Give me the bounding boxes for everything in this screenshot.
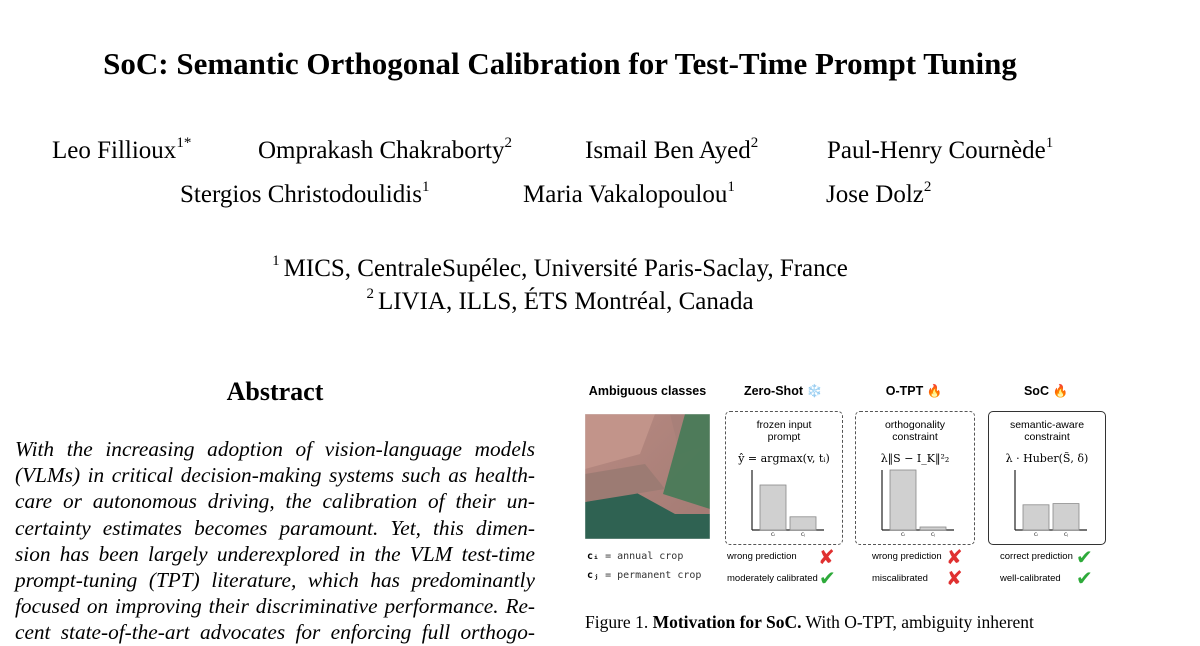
abstract-line: care or autonomous driving, the calibration of their un-	[15, 489, 535, 514]
abstract-body	[15, 436, 535, 646]
calibration-label: moderately calibrated	[727, 573, 818, 584]
panel-soc	[988, 411, 1106, 545]
bar	[1023, 505, 1049, 530]
panel-label: semantic-aware constraint	[1009, 419, 1085, 443]
prediction-label: wrong prediction	[727, 551, 797, 562]
calibration-label: miscalibrated	[872, 573, 928, 584]
author: Omprakash Chakraborty$^2$	[258, 135, 512, 164]
author: Jose Dolz$^2$	[826, 179, 932, 208]
figure-column-header: O-TPT 🔥	[885, 384, 943, 398]
panel-label: frozen input prompt	[756, 419, 812, 443]
bar-label: cⱼ	[930, 531, 936, 538]
bar-chart	[856, 412, 974, 544]
bar-chart	[726, 412, 842, 544]
affiliation: $^1$ MICS, CentraleSupélec, Université Paris-Saclay, France	[272, 253, 848, 282]
panel-o-tpt	[855, 411, 975, 545]
figure-column-header: Ambiguous classes	[588, 384, 707, 398]
figure-caption: Figure 1. Motivation for SoC. With O-TPT, ambiguity inherent	[585, 612, 1034, 632]
bar-label: cᵢ	[770, 531, 776, 538]
figure-column-header: SoC 🔥	[1023, 384, 1069, 398]
author: Leo Fillioux$^{1*}$	[52, 135, 192, 164]
bar-label: cᵢ	[900, 531, 906, 538]
class-j-legend: cⱼ = permanent crop	[587, 570, 702, 581]
bar-label: cⱼ	[800, 531, 806, 538]
class-i-legend: cᵢ = annual crop	[587, 551, 684, 562]
bar	[890, 470, 916, 530]
prediction-label: correct prediction	[1000, 551, 1073, 562]
cross-icon: ✘	[946, 545, 963, 569]
affiliation: $^2$ LIVIA, ILLS, ÉTS Montréal, Canada	[366, 286, 754, 315]
panel-formula: λ · Huber(S̃, δ)	[1005, 452, 1089, 465]
bar-chart	[989, 412, 1105, 544]
panel-formula: ŷ = argmax(v, tᵢ)	[738, 452, 830, 465]
cross-icon: ✘	[818, 545, 835, 569]
cross-icon: ✘	[946, 566, 963, 590]
check-icon: ✔	[1076, 545, 1093, 569]
check-icon: ✔	[819, 566, 836, 590]
bar-label: cⱼ	[1063, 531, 1069, 538]
abstract-line: sion has been largely underexplored in the VLM test-time	[15, 541, 535, 566]
author: Maria Vakalopoulou$^1$	[523, 179, 735, 208]
check-icon: ✔	[1076, 566, 1093, 590]
author: Ismail Ben Ayed$^2$	[585, 135, 759, 164]
panel-label: orthogonality constraint	[884, 419, 946, 443]
bar	[920, 527, 946, 530]
abstract-line: (VLMs) in critical decision-making systems such as health-	[15, 463, 535, 488]
bar	[790, 517, 816, 530]
panel-formula: λ‖S − I_K‖²₂	[880, 452, 950, 465]
author: Stergios Christodoulidis$^1$	[180, 179, 430, 208]
abstract-line: prompt-tuning (TPT) literature, which has predominantly	[15, 567, 535, 592]
abstract-heading: Abstract	[226, 377, 324, 406]
satellite-image	[585, 414, 710, 539]
calibration-label: well-calibrated	[1000, 573, 1061, 584]
abstract-line: cent state-of-the-art advocates for enforcing full orthogo-	[15, 620, 535, 645]
panel-zero-shot	[725, 411, 843, 545]
abstract-line: With the increasing adoption of vision-language models	[15, 437, 535, 461]
author: Paul-Henry Cournède$^1$	[827, 135, 1054, 164]
bar	[760, 485, 786, 530]
bar-label: cᵢ	[1033, 531, 1039, 538]
prediction-label: wrong prediction	[872, 551, 942, 562]
abstract-line: focused on improving their discriminative performance. Re-	[15, 594, 535, 619]
abstract-line: certainty estimates becomes paramount. Yet, this dimen-	[15, 515, 535, 540]
figure-column-header: Zero-Shot ❄️	[743, 384, 823, 398]
bar	[1053, 504, 1079, 530]
paper-title: SoC: Semantic Orthogonal Calibration for Test-Time Prompt Tuning	[103, 46, 1017, 81]
